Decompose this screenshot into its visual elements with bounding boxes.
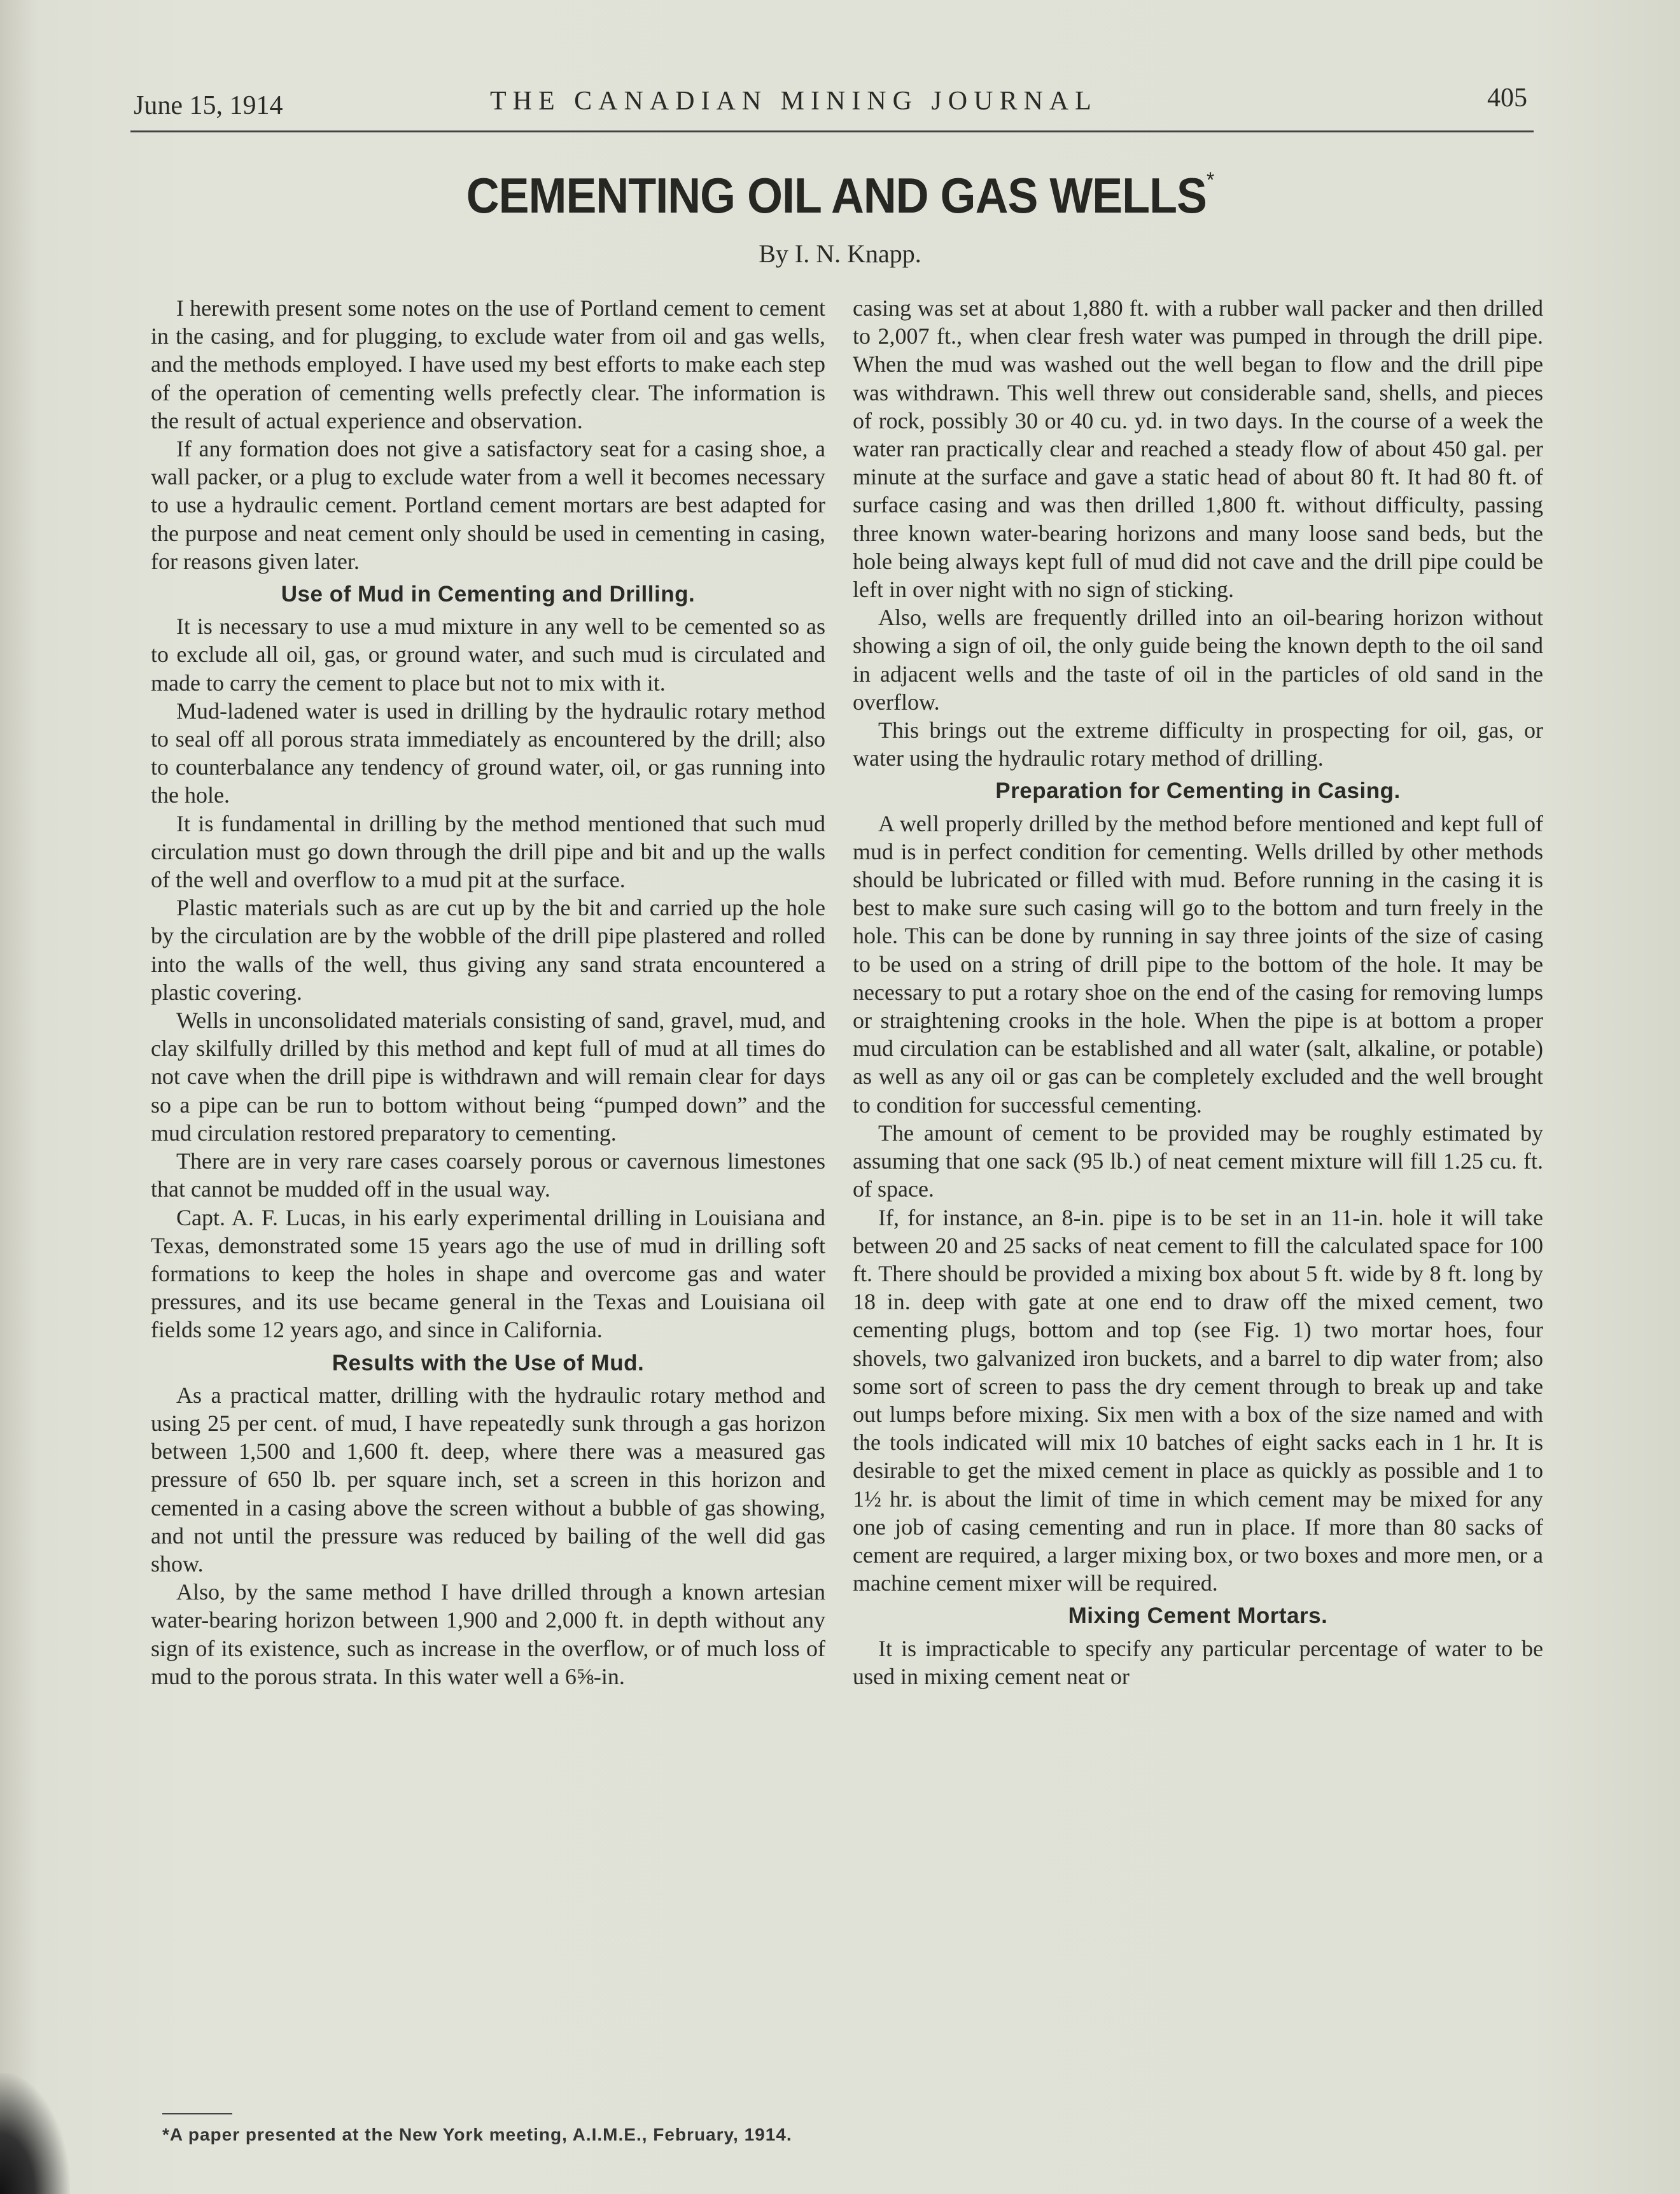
running-header [134,83,1527,134]
section-heading: Preparation for Cementing in Casing. [995,778,1401,804]
paragraph: It is impracticable to specify any particular percentage of water to be used in mixing cement neat or [853,1635,1543,1689]
article-byline: By I. N. Knapp. [759,239,921,268]
section-heading: Mixing Cement Mortars. [1068,1603,1328,1629]
footnote: *A paper presented at the New York meeting, A.I.M.E., February, 1914. [162,2125,792,2144]
issue-date: June 15, 1914 [134,91,283,120]
paragraph: If, for instance, an 8-in. pipe is to be set in an 11-in. hole it will take between 20 and 25 sacks of neat cement to fill the calculated space for 100 ft. There should be provided a mixing box about 5 ft. wide by 8 ft. long by 18 in. deep with gate at one end to draw off the mixed cement, two cementing plugs, bottom and top (see Fig. 1) two mortar hoes, four shovels, two galvanized iron buckets, and a barrel to dip water from; also some sort of screen to pass the dry cement through to break up and take out lumps before mixing. Six men with a box of the size named and with the tools indicated will mix 10 batches of eight sacks each in 1 hr. It is desirable to get the mixed cement in place as quickly as possible and 1 to 1½ hr. is about the limit of time in which cement may be mixed for any one job of casing cementing and run in place. If more than 80 sacks of cement are required, a larger mixing box, or two boxes and more men, or a machine cement mixer will be required. [853,1204,1543,1596]
paragraph: Also, wells are frequently drilled into an oil-bearing horizon without showing a sign of oil, the only guide being the known depth to the oil sand in adjacent wells and the taste of oil in the particles of old sand in the overflow. [853,605,1543,715]
paragraph: Also, by the same method I have drilled through a known artesian water-bearing horizon between 1,900 and 2,000 ft. in depth without any sign of its existence, such as increase in the overflow, or of much loss of mud to the porous strata. In this water well a 6⅝-in. [151,1579,825,1689]
paragraph: Mud-ladened water is used in drilling by the hydraulic rotary method to seal off all porous strata immediately as encountered by the drill; also to counterbalance any tendency of ground water, oil, or gas running into the hole. [151,698,825,808]
paragraph: Wells in unconsolidated materials consisting of sand, gravel, mud, and clay skilfully drilled by this method and kept full of mud at all times do not cave when the drill pipe is withdrawn and will remain clear for days so a pipe can be run to bottom without being “pumped down” and the mud circulation restored preparatory to cementing. [151,1008,825,1146]
article-title-text: CEMENTING OIL AND GAS WELLS [466,167,1207,223]
paragraph: There are in very rare cases coarsely porous or cavernous limestones that cannot be mudded off in the usual way. [151,1148,825,1202]
paragraph: This brings out the extreme difficulty in prospecting for oil, gas, or water using the hydraulic rotary method of drilling. [853,717,1543,771]
section-heading: Results with the Use of Mud. [332,1350,645,1375]
paragraph: Capt. A. F. Lucas, in his early experimental drilling in Louisiana and Texas, demonstrated some 15 years ago the use of mud in drilling soft formations to keep the holes in shape and overcome gas and water pressures, and its use became general in the Texas and Louisiana oil fields some 12 years ago, and since in California. [151,1204,825,1343]
paragraph: It is fundamental in drilling by the method mentioned that such mud circulation must go down through the drill pipe and bit and up the walls of the well and overflow to a mud pit at the surface. [151,810,825,893]
footnote-rule [162,2113,232,2114]
right-column [853,294,1543,1691]
paragraph: I herewith present some notes on the use of Portland cement to cement in the casing, and for plugging, to exclude water from oil and gas wells, and the methods employed. I have used my best efforts to make each step of the operation of cementing wells prefectly clear. The information is the result of actual experience and observation. [151,295,825,433]
article-title [67,167,1613,225]
left-column [151,294,825,1691]
header-rule [130,130,1534,132]
paragraph: As a practical matter, drilling with the hydraulic rotary method and using 25 per cent. of mud, I have repeatedly sunk through a gas horizon between 1,500 and 1,600 ft. deep, where there was a measured gas pressure of 650 lb. per square inch, set a screen in this horizon and cemented in a casing above the screen without a bubble of gas showing, and not until the pressure was reduced by bailing of the well did gas show. [151,1382,825,1577]
section-heading: Use of Mud in Cementing and Drilling. [281,582,696,607]
paragraph: A well properly drilled by the method before mentioned and kept full of mud is in perfect condition for cementing. Wells drilled by other methods should be lubricated or filled with mud. Before running in the casing it is best to make sure such casing will go to the bottom and turn freely in the hole. This can be done by running in say three joints of the size of casing to be used on a string of drill pipe to the bottom of the hole. It may be necessary to put a rotary shoe on the end of the casing for removing lumps or straightening crooks in the hole. When the pipe is at bottom a proper mud circulation can be established and all water (salt, alkaline, or potable) as well as any oil or gas can be completely excluded and the well brought to condition for successful cementing. [853,810,1543,1118]
scan-edge-shadow [0,2073,70,2194]
paragraph: It is necessary to use a mud mixture in any well to be cemented so as to exclude all oil, gas, or ground water, and such mud is circulated and made to carry the cement to place but not to mix with it. [151,614,825,696]
journal-name: THE CANADIAN MINING JOURNAL [490,87,1098,116]
paragraph: Plastic materials such as are cut up by the bit and carried up the hole by the circulation are by the wobble of the drill pipe plastered and rolled into the walls of the well, thus giving any sand strata encountered a plastic covering. [151,895,825,1005]
paragraph: casing was set at about 1,880 ft. with a rubber wall packer and then drilled to 2,007 ft., when clear fresh water was pumped in through the drill pipe. When the mud was washed out the well began to flow and the drill pipe was withdrawn. This well threw out considerable sand, shells, and pieces of rock, possibly 30 or 40 cu. yd. in two days. In the course of a week the water ran practically clear and reached a steady flow of about 450 gal. per minute at the surface and gave a static head of about 80 ft. It had 80 ft. of surface casing and was then drilled 1,800 ft. without difficulty, passing three known water-bearing horizons and many loose sand beds, but the hole being always kept full of mud did not cave and the drill pipe could be left in over night with no sign of sticking. [853,295,1543,603]
title-footnote-mark: * [1206,168,1214,192]
paragraph: The amount of cement to be provided may be roughly estimated by assuming that one sack (95 lb.) of neat cement mixture will fill 1.25 cu. ft. of space. [853,1120,1543,1202]
page-number: 405 [1487,83,1527,113]
paragraph: If any formation does not give a satisfactory seat for a casing shoe, a wall packer, or a plug to exclude water from a well it becomes necessary to use a hydraulic cement. Portland cement mortars are best adapted for the purpose and neat cement only should be used in cementing in casing, for reasons given later. [151,436,825,574]
